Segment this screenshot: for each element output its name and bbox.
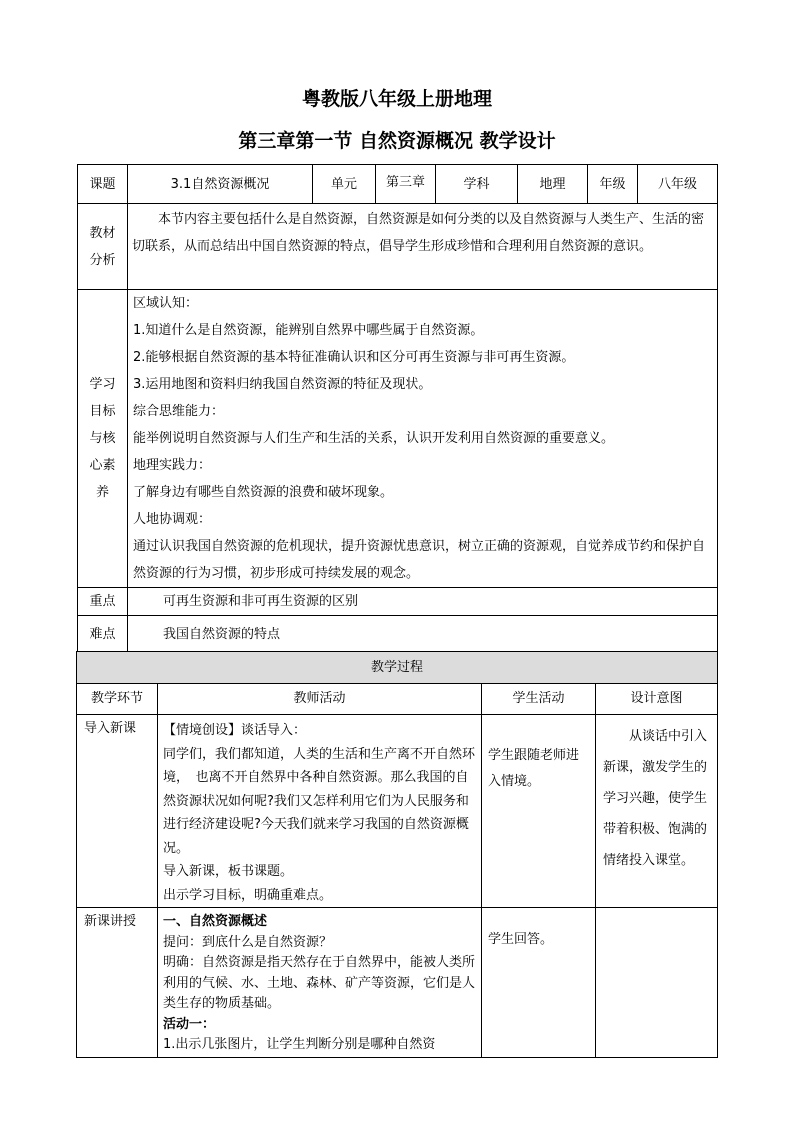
difficulty-label: 难点 <box>78 616 128 653</box>
goals-label-line: 与核 <box>89 431 116 446</box>
table-row <box>77 715 718 908</box>
teacher-line: 出示学习目标，明确重难点。 <box>163 887 333 903</box>
design-intent-cell <box>596 715 718 908</box>
intent-text: 从谈话中引入新课，激发学生的学习兴趣，使学生带着积极、饱满的情绪投入课堂。 <box>603 729 708 868</box>
student-activity-cell: 学生回答。 <box>482 908 596 1058</box>
analysis-label-line: 分析 <box>89 252 116 268</box>
grade-label: 年级 <box>588 165 638 204</box>
difficulty-text: 我国自然资源的特点 <box>128 616 718 653</box>
goals-label-line: 学习 <box>89 377 116 392</box>
topic-value: 3.1自然资源概况 <box>128 165 313 204</box>
activity-heading: 活动一： <box>163 1016 216 1032</box>
goal-line: 区域认知： <box>133 296 199 311</box>
column-header-teacher: 教师活动 <box>158 684 482 715</box>
teacher-line: 导入新课，板书课题。 <box>163 864 294 879</box>
subject-label: 学科 <box>436 165 518 204</box>
goal-line: 综合思维能力： <box>133 404 225 419</box>
unit-value: 第三章 <box>376 165 436 204</box>
analysis-label-line: 教材 <box>89 225 116 241</box>
goals-label-line: 养 <box>95 485 109 500</box>
lesson-info-table <box>77 164 718 653</box>
analysis-paragraph: 本节内容主要包括什么是自然资源，自然资源是如何分类的以及自然资源与人类生产、生活的密切联系，从而总结出中国自然资源的特点，倡导学生形成珍惜和合理利用自然资源的意识。 <box>132 212 705 254</box>
key-point-label: 重点 <box>78 588 128 616</box>
goal-line: 1.知道什么是自然资源，能辨别自然界中哪些属于自然资源。 <box>133 323 484 338</box>
process-header: 教学过程 <box>77 652 718 684</box>
goals-label-line: 目标 <box>89 404 116 419</box>
column-header-stage: 教学环节 <box>77 684 158 715</box>
table-row <box>77 908 718 1058</box>
teacher-line: 【情境创设】谈话导入： <box>163 723 307 738</box>
teaching-process-table <box>76 651 718 1058</box>
goals-content <box>128 290 718 588</box>
goal-line: 人地协调观： <box>133 512 212 527</box>
teacher-activity-cell <box>158 715 482 908</box>
column-header-student: 学生活动 <box>482 684 596 715</box>
goal-line: 3.运用地图和资料归纳我国自然资源的特征及现状。 <box>133 377 432 392</box>
unit-label: 单元 <box>313 165 376 204</box>
analysis-text <box>128 204 718 290</box>
teacher-line: 明确：自然资源是指天然存在于自然界中，能被人类所利用的气候、水、土地、森林、矿产等资源，它们是人类生存的物质基础。 <box>163 955 476 1011</box>
key-point-text: 可再生资源和非可再生资源的区别 <box>128 588 718 616</box>
grade-value: 八年级 <box>638 165 718 204</box>
subject-value: 地理 <box>518 165 588 204</box>
teacher-line: 1.出示几张图片，让学生判断分别是哪种自然资 <box>163 1037 436 1052</box>
goal-line: 通过认识我国自然资源的危机现状，提升资源忧患意识，树立正确的资源观，自觉养成节约和保护自然资源的行为习惯，初步形成可持续发展的观念。 <box>133 539 706 581</box>
design-intent-cell <box>596 908 718 1058</box>
teacher-line: 提问：到底什么是自然资源？ <box>163 934 333 950</box>
analysis-label <box>78 204 128 290</box>
teacher-line: 同学们，我们都知道，人类的生活和生产离不开自然环境， 也离不开自然界中各种自然资源。那么我国的自然资源状况如何呢?我们又怎样利用它们为人民服务和进行经济建设呢?今天我们就来学习我国的自然资源概况。 <box>163 746 476 856</box>
student-activity-cell: 学生跟随老师进入情境。 <box>482 715 596 908</box>
goals-label-line: 心素 <box>89 458 116 473</box>
goal-line: 能举例说明自然资源与人们生产和生活的关系，认识开发利用自然资源的重要意义。 <box>133 431 615 446</box>
goal-line: 地理实践力： <box>133 458 212 473</box>
document-subtitle: 第三章第一节 自然资源概况 教学设计 <box>238 130 556 152</box>
document-title: 粤教版八年级上册地理 <box>301 88 492 110</box>
goals-label <box>78 290 128 588</box>
stage-cell: 新课讲授 <box>77 908 158 1058</box>
teacher-activity-cell <box>158 908 482 1058</box>
goal-line: 2.能够根据自然资源的基本特征准确认识和区分可再生资源与非可再生资源。 <box>133 350 575 365</box>
topic-label: 课题 <box>78 165 128 204</box>
section-heading: 一、自然资源概述 <box>163 914 268 929</box>
stage-cell: 导入新课 <box>77 715 158 908</box>
column-header-intent: 设计意图 <box>596 684 718 715</box>
goal-line: 了解身边有哪些自然资源的浪费和破坏现象。 <box>133 485 394 500</box>
